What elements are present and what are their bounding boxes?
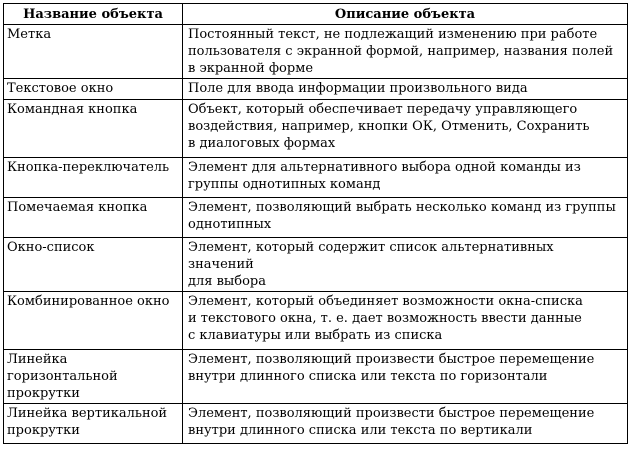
- object-description-cell: Поле для ввода информации произвольного вида: [183, 79, 628, 100]
- header-object-name: Название объекта: [4, 4, 183, 25]
- object-description-cell: Объект, который обеспечивает передачу управляющего воздействия, например, кнопки ОК, Отменить, Сохранить в диалоговых формах: [183, 100, 628, 158]
- table-body: [4, 25, 628, 444]
- object-name-cell: Линейка горизонтальной прокрутки: [4, 350, 183, 404]
- table-row: [4, 198, 628, 238]
- objects-table: [3, 3, 628, 444]
- table-header: [4, 4, 628, 25]
- table-row: [4, 79, 628, 100]
- table-row: [4, 25, 628, 79]
- object-description-cell: Элемент, позволяющий произвести быстрое перемещение внутри длинного списка или текста по вертикали: [183, 404, 628, 444]
- object-name-cell: Комбинированное окно: [4, 292, 183, 350]
- object-name-cell: Помечаемая кнопка: [4, 198, 183, 238]
- object-name-cell: Линейка вертикальной прокрутки: [4, 404, 183, 444]
- object-description-cell: Элемент для альтернативного выбора одной команды из группы однотипных команд: [183, 158, 628, 198]
- object-description-cell: Постоянный текст, не подлежащий изменению при работе пользователя с экранной формой, например, названия полей в экранной форме: [183, 25, 628, 79]
- object-name-cell: Кнопка-переключатель: [4, 158, 183, 198]
- object-description-cell: Элемент, позволяющий произвести быстрое перемещение внутри длинного списка или текста по горизонтали: [183, 350, 628, 404]
- table-row: [4, 404, 628, 444]
- table-row: [4, 292, 628, 350]
- table-row: [4, 350, 628, 404]
- object-description-cell: Элемент, который объединяет возможности окна-списка и текстового окна, т. е. дает возможность ввести данные с клавиатуры или выбрать из списка: [183, 292, 628, 350]
- table-row: [4, 238, 628, 292]
- header-object-description: Описание объекта: [183, 4, 628, 25]
- object-name-cell: Окно-список: [4, 238, 183, 292]
- header-row: [4, 4, 628, 25]
- table-row: [4, 100, 628, 158]
- table-row: [4, 158, 628, 198]
- object-name-cell: Текстовое окно: [4, 79, 183, 100]
- object-name-cell: Метка: [4, 25, 183, 79]
- object-description-cell: Элемент, который содержит список альтернативных значений для выбора: [183, 238, 628, 292]
- object-name-cell: Командная кнопка: [4, 100, 183, 158]
- object-description-cell: Элемент, позволяющий выбрать несколько команд из группы однотипных: [183, 198, 628, 238]
